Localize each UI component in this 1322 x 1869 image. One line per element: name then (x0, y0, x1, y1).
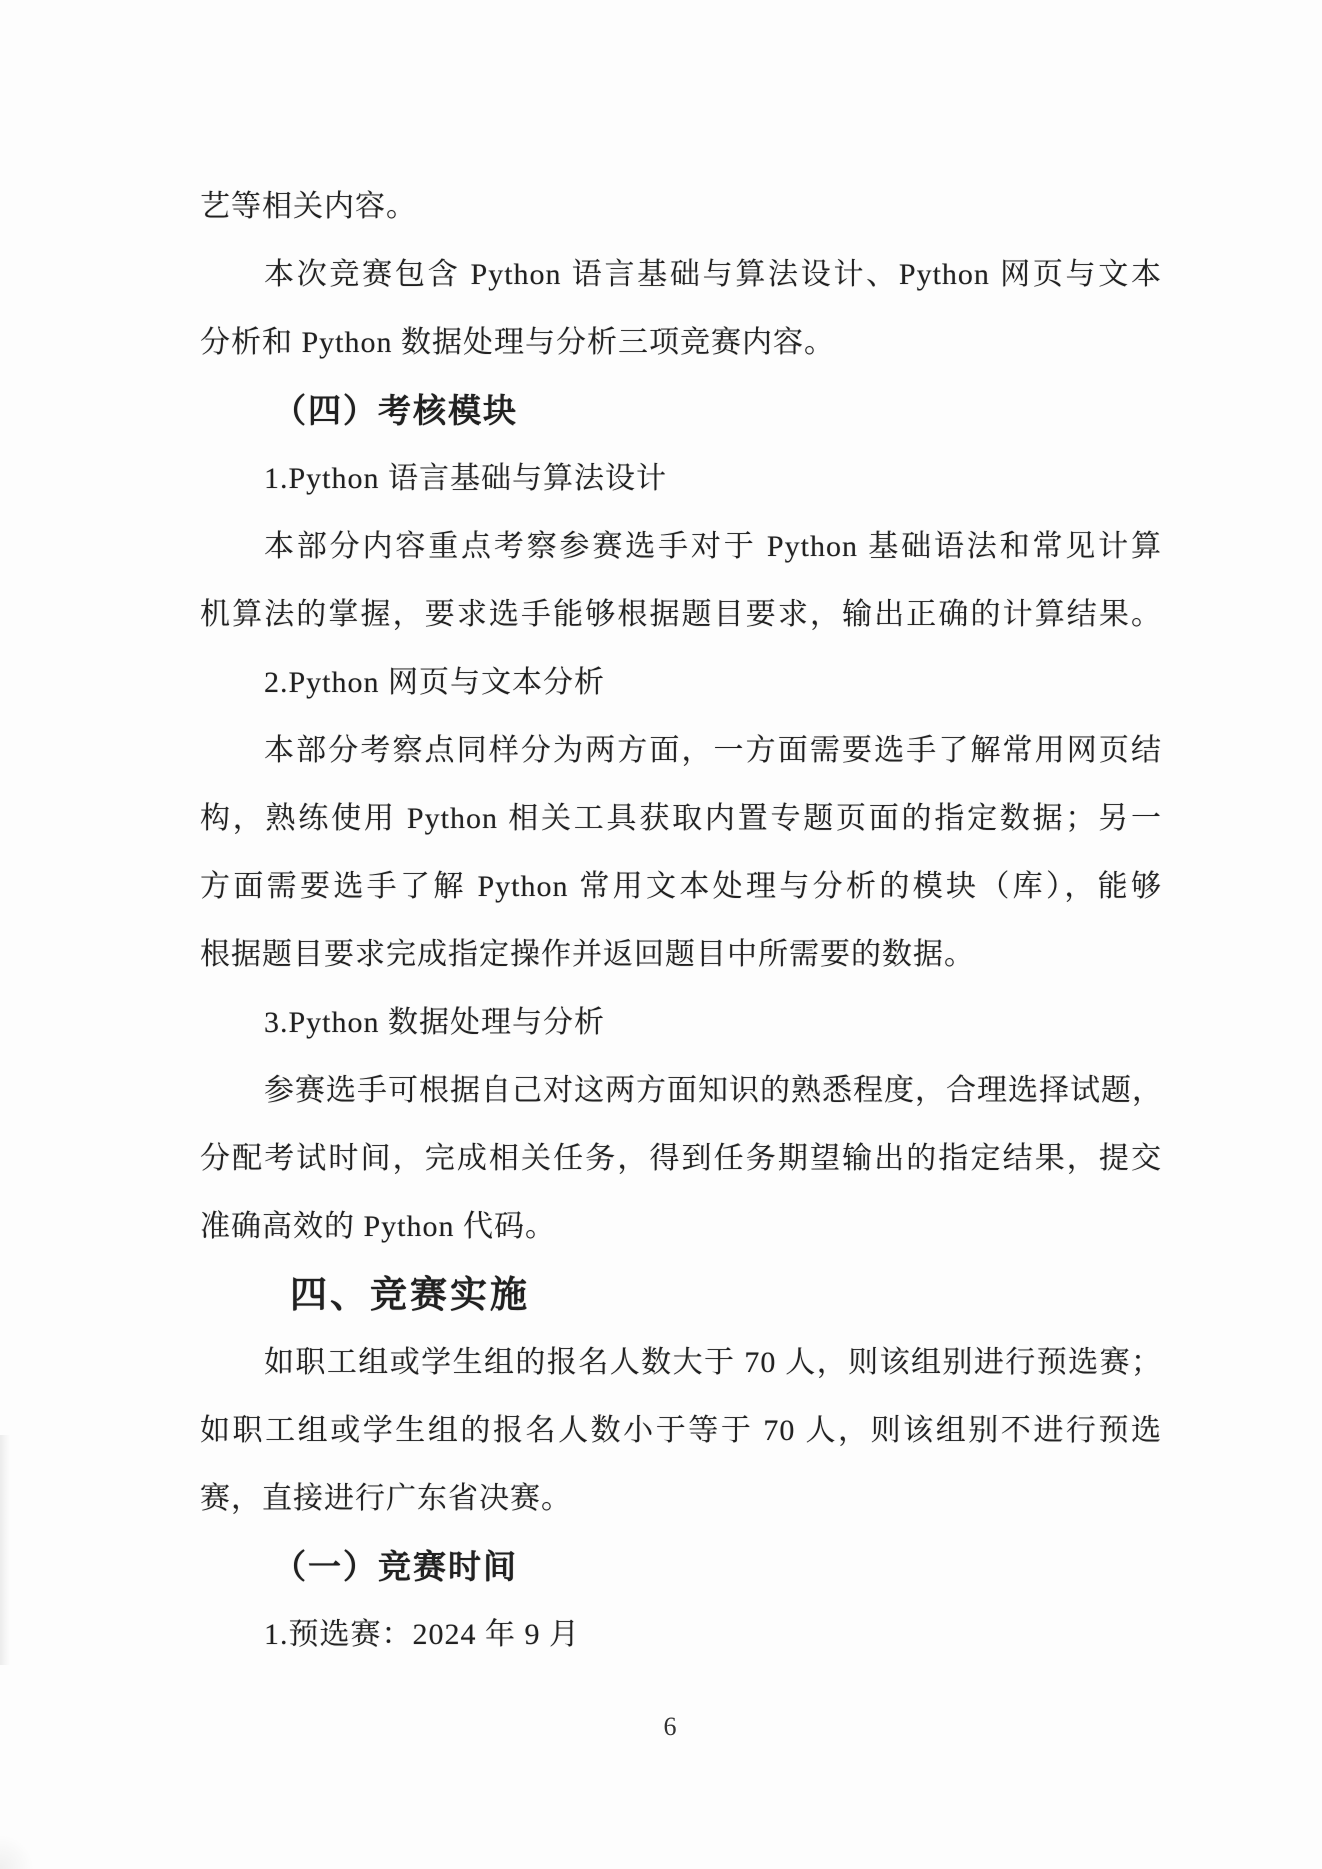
text-line: 2.Python 网页与文本分析 (264, 666, 606, 699)
text-line: 参赛选手可根据自己对这两方面知识的熟悉程度，合理选择试题， (264, 1074, 1163, 1107)
scan-artifact (0, 1435, 10, 1665)
scan-artifact (0, 1835, 34, 1869)
document-body (200, 173, 1162, 1669)
text-line: 机算法的掌握，要求选手能够根据题目要求，输出正确的计算结果。 (200, 598, 1162, 631)
text-line: 准确高效的 Python 代码。 (200, 1210, 557, 1243)
text-line: 3.Python 数据处理与分析 (264, 1006, 606, 1039)
text-line: 艺等相关内容。 (200, 190, 417, 223)
text-line: 1.Python 语言基础与算法设计 (264, 462, 668, 495)
text-line: 根据题目要求完成指定操作并返回题目中所需要的数据。 (200, 938, 975, 971)
section-heading: （四）考核模块 (273, 392, 518, 429)
text-line: 分析和 Python 数据处理与分析三项竞赛内容。 (200, 326, 836, 359)
text-line: 本次竞赛包含 Python 语言基础与算法设计、Python 网页与文本 (264, 258, 1162, 291)
text-line: 本部分考察点同样分为两方面，一方面需要选手了解常用网页结 (264, 734, 1162, 767)
section-heading: 四、竞赛实施 (290, 1274, 530, 1315)
text-line: 方面需要选手了解 Python 常用文本处理与分析的模块（库），能够 (200, 870, 1162, 903)
text-line: 1.预选赛：2024 年 9 月 (264, 1618, 580, 1651)
text-line: 如职工组或学生组的报名人数大于 70 人，则该组别进行预选赛； (264, 1346, 1162, 1379)
page-number: 6 (663, 1712, 677, 1741)
text-line: 构，熟练使用 Python 相关工具获取内置专题页面的指定数据；另一 (200, 802, 1162, 835)
text-line: 如职工组或学生组的报名人数小于等于 70 人，则该组别不进行预选 (200, 1414, 1162, 1447)
text-line: 分配考试时间，完成相关任务，得到任务期望输出的指定结果，提交 (200, 1142, 1162, 1175)
section-heading: （一）竞赛时间 (273, 1548, 518, 1585)
text-line: 本部分内容重点考察参赛选手对于 Python 基础语法和常见计算 (264, 530, 1162, 563)
text-line: 赛，直接进行广东省决赛。 (200, 1482, 572, 1515)
